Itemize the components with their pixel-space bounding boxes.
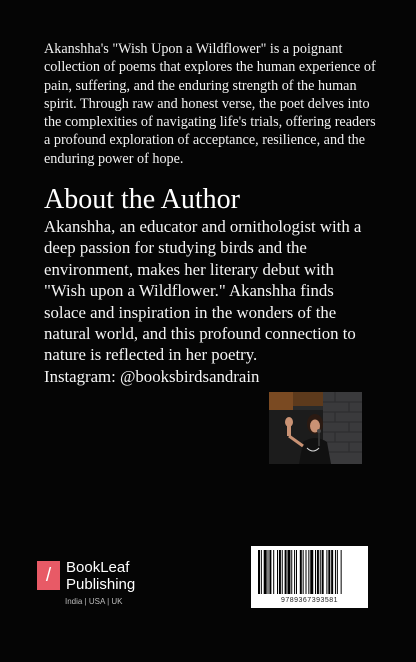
publisher-name [66, 559, 135, 593]
publisher-logo [37, 560, 187, 610]
instagram-handle: Instagram: @booksbirdsandrain [44, 366, 260, 386]
publisher-name-line1: BookLeaf [66, 559, 130, 576]
about-author-heading: About the Author [44, 184, 240, 215]
publisher-mark-icon: / [37, 561, 60, 590]
publisher-regions: India | USA | UK [65, 597, 123, 606]
author-bio [44, 216, 374, 387]
publisher-name-line2: Publishing [66, 576, 136, 593]
author-photo [269, 392, 362, 464]
author-photo-illustration [269, 392, 362, 464]
isbn-barcode [251, 546, 368, 608]
blurb-text: Akanshha's "Wish Upon a Wildflower" is a poignant collection of poems that explores the human experience of pain, suffering, and the enduring strength of the human spirit. Through raw and honest verse, the poet delves into the complexities of navigating life's trials, offering readers a profound exploration of acceptance, resilience, and the enduring power of hope. [44, 41, 376, 167]
isbn-number: 9789367393581 [280, 597, 339, 604]
author-bio-text: Akanshha, an educator and ornithologist with a deep passion for studying birds and the environment, makes her literary debut with "Wish upon a Wildflower." Akanshha finds solace and inspiration in the wonders of the natural world, and this profound connection to nature is reflected in her poetry. [44, 217, 362, 365]
book-blurb [44, 40, 384, 168]
barcode-bars-icon [258, 550, 361, 594]
